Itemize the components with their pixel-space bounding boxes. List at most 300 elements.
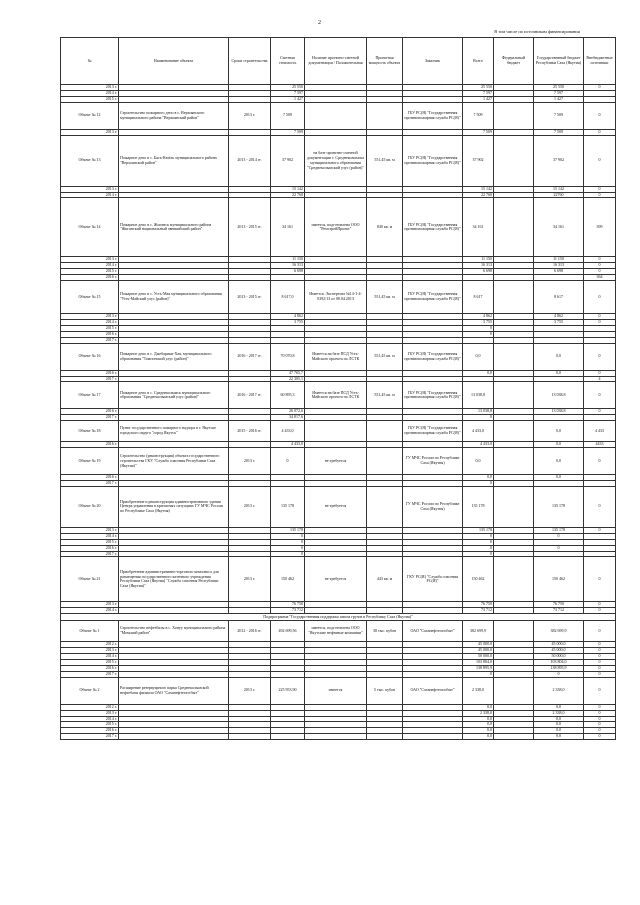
table-cell: 0 <box>584 319 616 325</box>
table-cell: 0,0 <box>534 475 584 481</box>
table-cell <box>367 486 403 527</box>
table-cell: ГБУ РС(Я) "Государственная противопожарная служба РС(Я)" <box>403 281 463 314</box>
col-header: Сроки строительства <box>229 38 271 85</box>
table-cell: 2013 г. <box>61 314 119 320</box>
table-cell <box>494 382 534 409</box>
table-cell: 15 142 <box>271 186 305 192</box>
table-cell: 0 <box>584 677 616 704</box>
table-cell: 0 <box>534 671 584 677</box>
table-cell: 2015 г. <box>61 325 119 331</box>
table-cell: 1 427 <box>463 96 494 102</box>
page-number: 2 <box>318 20 321 26</box>
table-cell <box>305 102 367 129</box>
table-cell: 0 <box>584 102 616 129</box>
table-cell: 2 338,0 <box>463 677 494 704</box>
table-cell: 0,0 <box>534 728 584 734</box>
table-cell: Имеется на базе ПСД Усть-Майского проекта по ЛСТК <box>305 382 367 409</box>
table-cell: 45 000,0 <box>463 648 494 654</box>
table-cell <box>494 135 534 186</box>
table-cell: Пожарное депо в с. Усть-Мая муниципального образования "Усть-Майский улус (район)" <box>119 281 229 314</box>
table-cell: 2014 г. <box>61 608 119 614</box>
table-cell <box>494 557 534 602</box>
table-cell: 16 313 <box>534 263 584 269</box>
table-cell: 2016 - 2017 гг. <box>229 382 271 409</box>
table-cell: 34 817,6 <box>271 415 305 421</box>
table-cell: 3 755 <box>463 319 494 325</box>
table-cell: 4 433,0 <box>271 421 305 442</box>
table-cell: 6 698 <box>463 269 494 275</box>
table-cell: 37 902 <box>463 135 494 186</box>
table-cell <box>494 734 534 740</box>
table-cell: 4 <box>584 376 616 382</box>
table-cell: 135 178 <box>271 486 305 527</box>
table-cell: 22 760 <box>463 192 494 198</box>
table-cell: 0 <box>463 415 494 421</box>
table-cell: не требуется <box>305 557 367 602</box>
table-cell: 0 <box>584 602 616 608</box>
table-cell: ГБУ РС(Я) "Государственная противопожарная служба РС(Я)" <box>403 135 463 186</box>
table-cell: 70 070,8 <box>271 343 305 370</box>
table-cell: 150 462 <box>271 557 305 602</box>
table-cell <box>367 734 403 740</box>
table-cell: 2012 г. <box>61 704 119 710</box>
table-cell: 0 <box>584 129 616 135</box>
table-cell: 2 338,0 <box>463 710 494 716</box>
table-cell: 2013 г. <box>61 648 119 654</box>
table-cell: 0 <box>271 533 305 539</box>
table-cell: 2016 г. <box>61 475 119 481</box>
table-cell <box>494 102 534 129</box>
table-cell: 0 <box>463 551 494 557</box>
table-cell: Имеется на базе ПСД Усть-Майского проекта по ЛСТК <box>305 343 367 370</box>
table-cell: 7 509 <box>271 102 305 129</box>
table-cell: Пожарное депо в с. Жиганск муниципального района "Жиганский национальный эвенкийский район" <box>119 198 229 257</box>
table-cell: Имеется. Экспертиза №14-1-4-0392/13 от 08.04.2013 <box>305 281 367 314</box>
table-cell: 0 <box>584 557 616 602</box>
table-cell: 2 338,0 <box>534 677 584 704</box>
table-cell: ОАО "Саханефтегазсбыт" <box>403 677 463 704</box>
table-cell: 73 712 <box>534 608 584 614</box>
table-cell <box>494 621 534 642</box>
table-cell: Пожарное депо в с. Среднеколымск муниципального образования "Среднеколымский улус (район)" <box>119 382 229 409</box>
table-cell: 0,0 <box>463 448 494 475</box>
table-cell: ГКУ РС(Я) "Служба спасения РС(Я)" <box>403 557 463 602</box>
table-cell: 4 862 <box>271 314 305 320</box>
table-cell: ГБУ РС(Я) "Государственная противопожарная служба РС(Я)" <box>403 198 463 257</box>
table-cell: 2013 г. <box>229 486 271 527</box>
table-cell: 0 <box>584 257 616 263</box>
table-cell: 2016 г. <box>61 370 119 376</box>
table-cell: 2013 - 2014 гг. <box>229 135 271 186</box>
table-cell: имеется <box>305 677 367 704</box>
table-cell: 0 <box>584 85 616 91</box>
table-cell: 0 <box>584 704 616 710</box>
table-cell: 22 305,1 <box>271 376 305 382</box>
table-cell: 0,0 <box>534 722 584 728</box>
table-cell: 551,45 кв. м <box>367 382 403 409</box>
table-cell: 4 862 <box>534 314 584 320</box>
table-body <box>61 85 616 740</box>
table-cell: Объект № 1 <box>61 621 119 642</box>
table-row <box>61 198 616 257</box>
table-cell: 0 <box>271 539 305 545</box>
col-header: Федеральный бюджет <box>494 38 534 85</box>
table-cell: 0 <box>534 545 584 551</box>
table-cell: 0,0 <box>463 722 494 728</box>
table-row <box>61 677 616 704</box>
table-cell: 2012 - 2016 гг. <box>229 621 271 642</box>
table-cell: 2016 г. <box>61 275 119 281</box>
table-cell: 0 <box>584 527 616 533</box>
table-cell: 1 427 <box>271 96 305 102</box>
col-header: № <box>61 38 119 85</box>
table-cell: Пожарное депо в с. Бясь-Кюёль муниципального района "Верхоянский район" <box>119 135 229 186</box>
table-cell: не требуется <box>305 486 367 527</box>
table-cell: 2013 г. <box>229 102 271 129</box>
table-cell: 2017 г. <box>61 551 119 557</box>
table-cell: 13 038,8 <box>534 409 584 415</box>
table-cell <box>119 734 229 740</box>
table-cell: 2016 - 2017 гг. <box>229 343 271 370</box>
table-row <box>61 343 616 370</box>
col-header: Проектная мощность объекта <box>367 38 403 85</box>
table-row <box>61 102 616 129</box>
col-header: Заказчик <box>403 38 463 85</box>
table-cell: 0 <box>584 448 616 475</box>
table-cell: 0 <box>584 314 616 320</box>
table-cell: 2014 г. <box>61 533 119 539</box>
table-cell: 0 <box>584 654 616 660</box>
table-cell: Объект № 15 <box>61 281 119 314</box>
table-cell <box>494 486 534 527</box>
table-cell: 0,0 <box>463 370 494 376</box>
table-cell: 3 755 <box>534 319 584 325</box>
table-cell: 2014 г. <box>61 192 119 198</box>
table-cell: Объект № 21 <box>61 557 119 602</box>
table-cell: 13 038,8 <box>463 409 494 415</box>
table-cell: 4 433,0 <box>463 442 494 448</box>
col-header: Государственный бюджет Республики Саха (Якутия) <box>534 38 584 85</box>
table-cell: 76 750 <box>534 602 584 608</box>
table-cell: 0,0 <box>534 370 584 376</box>
table-cell: 22 760 <box>271 192 305 198</box>
table-cell: 0 <box>271 551 305 557</box>
table-cell: 8 617 <box>534 281 584 314</box>
table-cell: 1 427 <box>534 96 584 102</box>
table-cell: 135 178 <box>534 486 584 527</box>
table-cell: 7 509 <box>534 129 584 135</box>
table-cell: 0,0 <box>534 734 584 740</box>
table-cell: 0 <box>271 448 305 475</box>
table-cell: 47 765,7 <box>271 370 305 376</box>
table-cell: ГБУ РС(Я) "Государственная противопожарная служба РС(Я)" <box>403 343 463 370</box>
table-cell: 11 150 <box>271 257 305 263</box>
table-cell: 7 509 <box>463 129 494 135</box>
table-cell: 25 550 <box>271 85 305 91</box>
table-cell: 4 433 <box>584 421 616 442</box>
table-row <box>61 421 616 442</box>
table-cell <box>494 198 534 257</box>
table-cell: 2015 г. <box>61 269 119 275</box>
table-row <box>61 448 616 475</box>
table-cell: 13 038,8 <box>463 382 494 409</box>
table-cell: Объект № 13 <box>61 135 119 186</box>
table-cell: ГБУ РС(Я) "Государственная противопожарная служба РС(Я)" <box>403 382 463 409</box>
table-cell: 2015 г. <box>61 660 119 666</box>
table-cell: 25 550 <box>463 85 494 91</box>
table-cell <box>229 734 271 740</box>
table-cell: 37 902 <box>271 135 305 186</box>
table-cell: 0 <box>584 734 616 740</box>
table-cell: Объект № 18 <box>61 421 119 442</box>
table-cell: 0 <box>584 728 616 734</box>
table-cell: Подпрограмма "Государственная поддержка завоза грузов в Республику Саха (Якутия)" <box>61 614 616 621</box>
table-cell: 7 597 <box>271 90 305 96</box>
table-cell: 2013 г. <box>61 257 119 263</box>
table-cell: 0,0 <box>463 734 494 740</box>
table-cell: 2 338,0 <box>534 710 584 716</box>
table-cell: Объект № 14 <box>61 198 119 257</box>
table-cell: 2014 г. <box>61 319 119 325</box>
table-cell: Пункт государственного пожарного надзора в г. Якутске городского округа "город Якутск" <box>119 421 229 442</box>
table-cell: 0 <box>584 722 616 728</box>
table-cell: имеется, подготовлена ООО "Якутские нефтяные компании" <box>305 621 367 642</box>
header-row <box>61 38 616 85</box>
table-cell: ГУ МЧС России по Республике Саха (Якутия) <box>403 486 463 527</box>
table-cell: 0 <box>584 343 616 370</box>
table-cell: 45 000,0 <box>534 648 584 654</box>
col-header: Наименование объекта <box>119 38 229 85</box>
table-cell: 0 <box>271 545 305 551</box>
table-cell: 73 712 <box>271 608 305 614</box>
table-cell: Приобретение административно-торгового комплекса для размещения государственного казенного учреждения Республики Саха (Якутия) "Служба спасения Республики Саха (Якутия)" <box>119 557 229 602</box>
table-cell: 0,0 <box>463 716 494 722</box>
table-cell: 0 <box>463 545 494 551</box>
table-cell: ГУ МЧС России по Республике Саха (Якутия) <box>403 448 463 475</box>
table-cell: 34 161 <box>534 198 584 257</box>
table-cell: 2013 г. <box>229 448 271 475</box>
table-cell: 138 895,9 <box>534 665 584 671</box>
table-cell <box>305 421 367 442</box>
investment-table <box>60 37 616 740</box>
table-cell: Объект № 12 <box>61 102 119 129</box>
table-row <box>61 557 616 602</box>
table-cell: 0 <box>584 716 616 722</box>
table-cell: Строительство нефтебазы в с. Хонуу муниципального района "Момский район" <box>119 621 229 642</box>
table-cell: 76 750 <box>271 602 305 608</box>
table-cell: 135 178 <box>463 527 494 533</box>
table-cell: 0 <box>584 192 616 198</box>
table-cell: 34 161 <box>463 198 494 257</box>
table-cell: 2017 г. <box>61 734 119 740</box>
table-cell: 0,0 <box>463 343 494 370</box>
table-cell: 135 178 <box>534 527 584 533</box>
table-cell: 34 161 <box>271 198 305 257</box>
col-header: Наличие проектно-сметной документации / Положительная <box>305 38 367 85</box>
table-cell: 0 <box>463 533 494 539</box>
table-cell: 0 <box>463 481 494 487</box>
table-cell: 0 <box>584 671 616 677</box>
col-header: Внебюджетные источники <box>584 38 616 85</box>
table-cell: 0 <box>584 269 616 275</box>
table-cell: Объект № 17 <box>61 382 119 409</box>
table-cell: 2016 г. <box>61 665 119 671</box>
table-cell: 382 699,9 <box>463 621 494 642</box>
table-cell: 2013 г. <box>61 85 119 91</box>
table-cell: 2017 г. <box>61 671 119 677</box>
table-cell: 22760 <box>534 192 584 198</box>
table-cell: 0,0 <box>534 448 584 475</box>
budget-sources-caption: В том числе по источникам финансирования <box>494 29 580 34</box>
table-cell: 0 <box>584 409 616 415</box>
table-cell <box>271 734 305 740</box>
table-cell: 2016 г. <box>61 728 119 734</box>
table-cell: 399 <box>584 198 616 257</box>
table-cell: 0,0 <box>534 421 584 442</box>
table-cell: 11 150 <box>463 257 494 263</box>
table-cell <box>494 448 534 475</box>
table-cell: 16 313 <box>463 263 494 269</box>
table-cell: 15 142 <box>534 186 584 192</box>
table-cell: 0 <box>584 281 616 314</box>
table-cell: 0,0 <box>534 704 584 710</box>
table-cell: 0 <box>584 486 616 527</box>
table-cell: 551,45 кв. м <box>367 281 403 314</box>
table-cell: Объект № 20 <box>61 486 119 527</box>
table-cell: 0 <box>584 370 616 376</box>
table-cell: 2014 г. <box>61 263 119 269</box>
table-cell: 0,0 <box>534 716 584 722</box>
table-cell <box>367 102 403 129</box>
table-cell: 4 862 <box>463 314 494 320</box>
table-cell: 3 755 <box>271 319 305 325</box>
table-cell: 2013 г. <box>61 710 119 716</box>
col-header: Всего <box>463 38 494 85</box>
table-cell: 0,0 <box>463 475 494 481</box>
col-header: Сметная стоимость <box>271 38 305 85</box>
table-cell: 551,45 кв. м <box>367 135 403 186</box>
table-cell: 2013 г. <box>61 186 119 192</box>
table-row <box>61 382 616 409</box>
table-cell: 0 <box>463 539 494 545</box>
table-cell: 38 тыс. кубов <box>367 621 403 642</box>
table-cell: 26 072,6 <box>271 409 305 415</box>
table-cell: 2013 - 2015 гг. <box>229 281 271 314</box>
table-cell: 0 <box>463 331 494 337</box>
table-cell: 2017 г. <box>61 337 119 343</box>
table-cell: 5 тыс. кубов <box>367 677 403 704</box>
table-cell: 0 <box>584 608 616 614</box>
table-row <box>61 621 616 642</box>
table-cell: Объект № 19 <box>61 448 119 475</box>
table-row <box>61 486 616 527</box>
table-cell: 0 <box>584 665 616 671</box>
table-cell: 103 804,0 <box>463 660 494 666</box>
table-cell: 45 000,0 <box>534 642 584 648</box>
table-cell: 2015 г. <box>61 539 119 545</box>
table-cell: 443 кв. м <box>367 557 403 602</box>
table-cell: 0 <box>584 660 616 666</box>
table-cell: 225 953,90 <box>271 677 305 704</box>
table-cell: 2013 - 2015 гг. <box>229 198 271 257</box>
table-cell: 2016 г. <box>61 442 119 448</box>
table-cell <box>494 281 534 314</box>
table-cell: 2017 г. <box>61 376 119 382</box>
table-cell: 150 462 <box>534 557 584 602</box>
table-cell: 0 <box>584 382 616 409</box>
table-cell: не требуется <box>305 448 367 475</box>
table-cell: 13 038,8 <box>534 382 584 409</box>
table-cell: 150 462 <box>463 557 494 602</box>
table-cell: Строительство пожарного депо в с. Верхоянского муниципального района "Верхоянский район" <box>119 102 229 129</box>
table-cell: 73 712 <box>463 608 494 614</box>
table-cell: 7 597 <box>463 90 494 96</box>
table-cell: 0,0 <box>463 728 494 734</box>
table-cell: 0,0 <box>534 442 584 448</box>
table-cell: 2013 г. <box>61 602 119 608</box>
table-cell: 6 698 <box>534 269 584 275</box>
table-cell: 0 <box>584 642 616 648</box>
table-row <box>61 281 616 314</box>
table-cell: ОАО "Саханефтегазсбыт" <box>403 621 463 642</box>
table-cell: 45 000,0 <box>463 642 494 648</box>
table-cell: 2016 г. <box>61 545 119 551</box>
table-cell: 2017 г. <box>61 481 119 487</box>
table-cell: Расширение резервуарного парка Среднеколымской нефтебазы филиала ОАО "Саханефтегазсбыт" <box>119 677 229 704</box>
table-cell <box>494 421 534 442</box>
table-cell: 7 509 <box>534 102 584 129</box>
table-cell <box>494 343 534 370</box>
table-cell: 2013 г. <box>61 129 119 135</box>
table-cell: 551,45 кв. м <box>367 343 403 370</box>
table-cell: 2013 г. <box>229 677 271 704</box>
table-cell: 0 <box>463 325 494 331</box>
table-cell: Объект № 16 <box>61 343 119 370</box>
table-cell: 7 509 <box>463 102 494 129</box>
table-cell <box>367 421 403 442</box>
table-cell: 138 895,9 <box>463 665 494 671</box>
table-row <box>61 135 616 186</box>
table-cell: 103 804,0 <box>534 660 584 666</box>
table-cell: 37 902 <box>534 135 584 186</box>
table-cell: ГБУ РС(Я) "Государственная противопожарная служба РС(Я)" <box>403 421 463 442</box>
table-cell: имеется, подготовлена ООО "РемстройПроект" <box>305 198 367 257</box>
table-cell: 4433 <box>584 442 616 448</box>
table-cell: 2016 г. <box>61 331 119 337</box>
table-cell: 0 <box>584 135 616 186</box>
table-cell: 2013 г. <box>229 557 271 602</box>
table-cell: 11 150 <box>534 257 584 263</box>
table-cell: 7 597 <box>534 90 584 96</box>
table-cell: 0 <box>584 621 616 642</box>
year-row <box>61 734 616 740</box>
table-cell: 16 313 <box>271 263 305 269</box>
table-cell: 2014 г. <box>61 654 119 660</box>
table-cell: 76 750 <box>463 602 494 608</box>
table-cell: 840 кв. м <box>367 198 403 257</box>
table-cell: 382 699,9 <box>534 621 584 642</box>
table-cell <box>305 734 367 740</box>
table-cell: Объект № 2 <box>61 677 119 704</box>
table-cell: 0 <box>584 710 616 716</box>
table-cell: ГБУ РС(Я) "Государственная противопожарная служба РС(Я)" <box>403 102 463 129</box>
table-cell: 2015 - 2016 гг. <box>229 421 271 442</box>
table-cell: 8 617,0 <box>271 281 305 314</box>
table-cell: 2012 г. <box>61 642 119 648</box>
table-cell: 2013 г. <box>61 527 119 533</box>
table-cell: 4 433,0 <box>271 442 305 448</box>
table-cell: 2015 г. <box>61 96 119 102</box>
